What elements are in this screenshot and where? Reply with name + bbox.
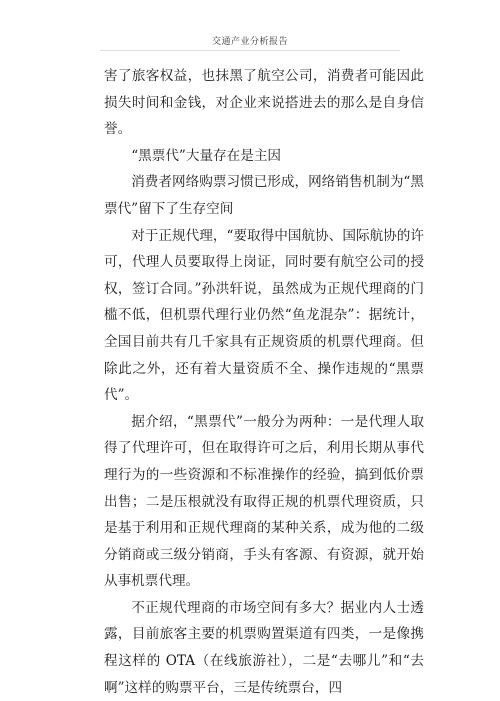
header-divider: [100, 50, 400, 51]
paragraph: 不正规代理商的市场空间有多大？据业内人士透露，目前旅客主要的机票购置渠道有四类，一是像携程这样的 OTA（在线旅游社），二是“去哪儿”和“去啊”这样的购票平台，三是传统票台，四: [104, 599, 424, 696]
paragraph-continuation: 害了旅客权益，也抹黑了航空公司，消费者可能因此损失时间和金钱，对企业来说搭进去的那么是自身信誉。: [104, 68, 424, 138]
paragraph: 据介绍，“黑票代”一般分为两种：一是代理人取得了代理许可，但在取得许可之后，利用长期从事代理行为的一些资源和不标准操作的经验，搞到低价票出售；二是压根就没有取得正规的机票代理资质，只是基于利用和正规代理商的某种关系，成为他的二级分销商或三级分销商，手头有客源、有资源，就开始从事机票代理。: [104, 413, 424, 590]
paragraph: 对于正规代理，“要取得中国航协、国际航协的许可，代理人员要取得上岗证，同时要有航空公司的授权，签订合同。”孙洪轩说，虽然成为正规代理商的门槛不低，但机票代理行业仍然“鱼龙混杂”：据统计，全国目前共有几千家具有正规资质的机票代理商。但除此之外，还有着大量资质不全、操作违规的“黑票代”。: [104, 227, 424, 404]
page-header: 交通产业分析报告: [211, 37, 288, 47]
paragraph: 消费者网络购票习惯已形成，网络销售机制为“黑票代”留下了生存空间: [104, 174, 424, 217]
document-body: [104, 63, 424, 701]
section-heading: “黑票代”大量存在是主因: [131, 147, 282, 164]
